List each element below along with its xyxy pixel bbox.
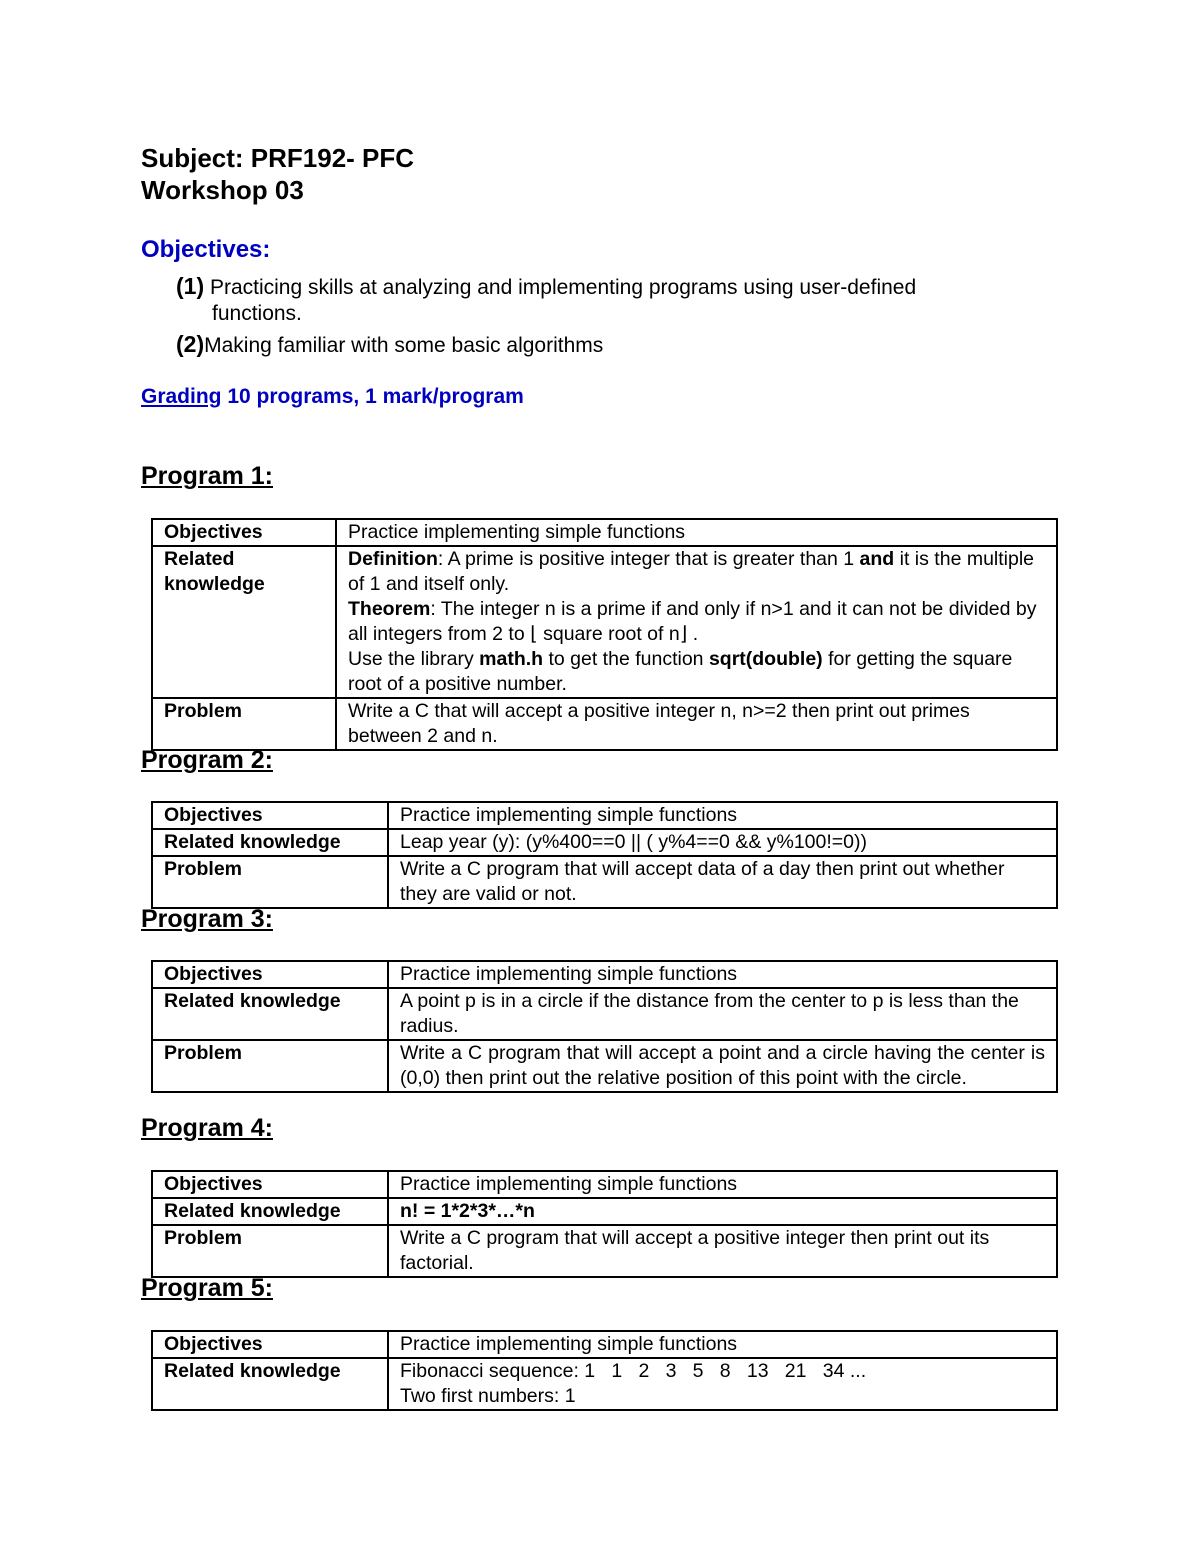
objectives-label: Objectives xyxy=(152,519,336,546)
program-4-heading: Program 4: xyxy=(141,1114,273,1142)
table-row xyxy=(152,1358,1057,1410)
table-row xyxy=(152,1040,1057,1092)
definition-and: and xyxy=(859,548,895,570)
program-1-table xyxy=(151,518,1058,751)
objectives-value: Practice implementing simple functions xyxy=(388,1331,1057,1358)
objectives-value: Practice implementing simple functions xyxy=(388,802,1057,829)
table-row xyxy=(152,1171,1057,1198)
program-2-table xyxy=(151,801,1058,909)
table-row xyxy=(152,988,1057,1040)
table-row xyxy=(152,802,1057,829)
knowledge-label: Related knowledge xyxy=(152,988,388,1040)
objectives-value: Practice implementing simple functions xyxy=(388,1171,1057,1198)
table-row xyxy=(152,519,1057,546)
objective-item-1 xyxy=(176,272,1036,302)
program-1-heading: Program 1: xyxy=(141,462,273,490)
first-numbers-line: Two first numbers: 1 xyxy=(400,1385,576,1407)
objectives-value: Practice implementing simple functions xyxy=(388,961,1057,988)
problem-value: Write a C program that will accept a point and a circle having the center is (0,0) then print out the relative position of this point with the circle. xyxy=(388,1040,1057,1092)
theorem-text: : The integer n is a prime if and only if n>1 and it can not be divided by all integers from 2 to ⌊ square root of n⌋ . xyxy=(348,598,1037,645)
knowledge-label: Related knowledge xyxy=(152,1198,388,1225)
program-5-table xyxy=(151,1330,1058,1411)
program-5-heading: Program 5: xyxy=(141,1274,273,1302)
objective-item-1-continuation: functions. xyxy=(212,302,302,325)
objective-text: Making familiar with some basic algorithms xyxy=(204,334,604,357)
problem-value: Write a C program that will accept a positive integer then print out its factorial. xyxy=(388,1225,1057,1277)
knowledge-label: Related knowledge xyxy=(152,1358,388,1410)
library-pre: Use the library xyxy=(348,648,480,670)
objectives-heading: Objectives: xyxy=(141,236,271,263)
table-row xyxy=(152,698,1057,750)
definition-label: Definition xyxy=(348,548,438,570)
knowledge-label: Related knowledge xyxy=(152,829,388,856)
table-row xyxy=(152,1198,1057,1225)
library-name: math.h xyxy=(479,648,544,670)
problem-label: Problem xyxy=(152,1040,388,1092)
program-3-heading: Program 3: xyxy=(141,905,273,933)
definition-rest: it is the multiple of 1 and itself only. xyxy=(348,548,1035,595)
knowledge-value xyxy=(336,546,1057,698)
subject-title: Subject: PRF192- PFC xyxy=(141,143,415,173)
knowledge-value xyxy=(388,1358,1057,1410)
objectives-label: Objectives xyxy=(152,1331,388,1358)
theorem-label: Theorem xyxy=(348,598,431,620)
table-row xyxy=(152,546,1057,698)
knowledge-value: Leap year (y): (y%400==0 || ( y%4==0 && y%100!=0)) xyxy=(388,829,1057,856)
objectives-label: Objectives xyxy=(152,1171,388,1198)
workshop-title: Workshop 03 xyxy=(141,175,304,205)
objective-number: (1) xyxy=(176,273,205,299)
table-row xyxy=(152,1225,1057,1277)
grading-label[interactable]: Grading xyxy=(141,385,222,408)
objectives-label: Objectives xyxy=(152,802,388,829)
objectives-label: Objectives xyxy=(152,961,388,988)
objective-item-2 xyxy=(176,330,1036,360)
program-3-table xyxy=(151,960,1058,1093)
knowledge-value: n! = 1*2*3*…*n xyxy=(388,1198,1057,1225)
library-post: for getting the square root of a positive number. xyxy=(348,648,1013,695)
table-row xyxy=(152,1331,1057,1358)
grading-text: 10 programs, 1 mark/program xyxy=(221,385,524,408)
table-row xyxy=(152,856,1057,908)
problem-label: Problem xyxy=(152,856,388,908)
program-4-table xyxy=(151,1170,1058,1278)
objectives-value: Practice implementing simple functions xyxy=(336,519,1057,546)
knowledge-value: A point p is in a circle if the distance from the center to p is less than the radius. xyxy=(388,988,1057,1040)
library-function: sqrt(double) xyxy=(708,648,823,670)
fibonacci-line: Fibonacci sequence: 1 1 2 3 5 8 13 21 34 ... xyxy=(400,1360,867,1382)
table-row xyxy=(152,961,1057,988)
library-mid: to get the function xyxy=(543,648,709,670)
objective-text: Practicing skills at analyzing and implementing programs using user-defined xyxy=(204,276,917,299)
definition-text: : A prime is positive integer that is greater than 1 xyxy=(437,548,860,570)
problem-value: Write a C program that will accept data of a day then print out whether they are valid or not. xyxy=(388,856,1057,908)
problem-label: Problem xyxy=(152,1225,388,1277)
table-row xyxy=(152,829,1057,856)
knowledge-label: Related knowledge xyxy=(152,546,336,698)
problem-value: Write a C that will accept a positive integer n, n>=2 then print out primes between 2 and n. xyxy=(336,698,1057,750)
program-2-heading: Program 2: xyxy=(141,746,273,774)
problem-label: Problem xyxy=(152,698,336,750)
objective-number: (2) xyxy=(176,331,205,357)
grading-line xyxy=(141,385,524,409)
